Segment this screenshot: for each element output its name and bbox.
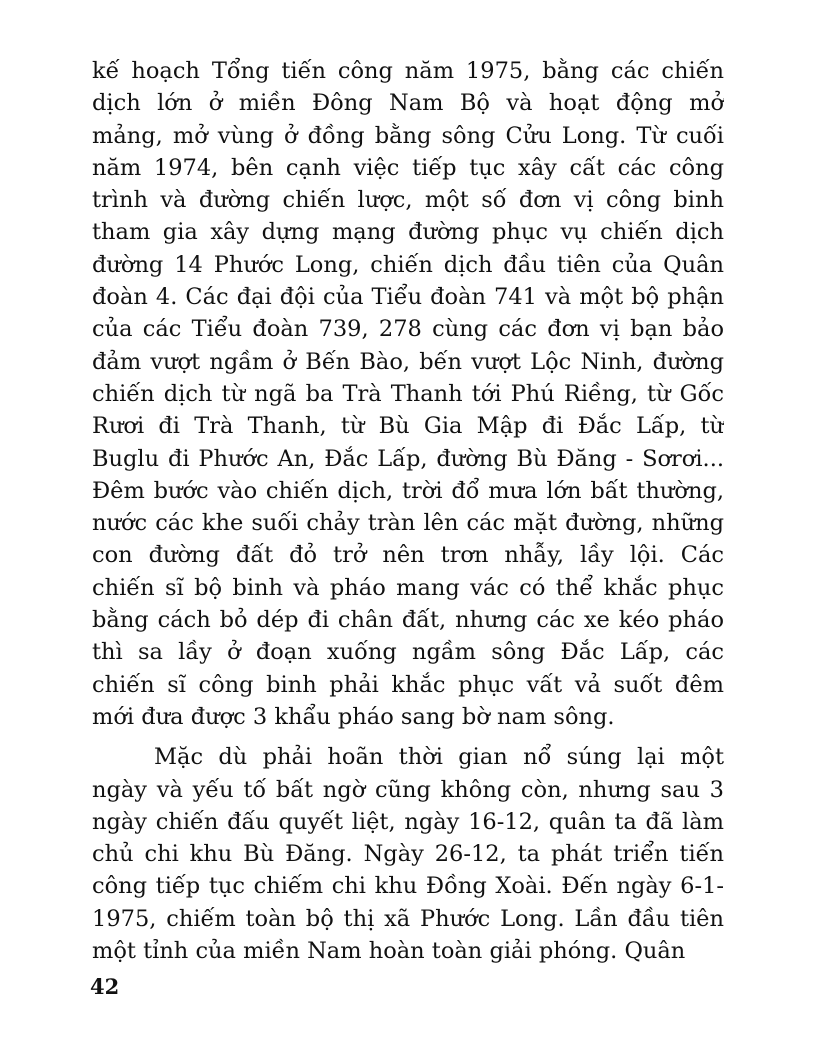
text-line: dịch lớn ở miền Đông Nam Bộ và hoạt động mở xyxy=(92,90,724,117)
text-line: năm 1974, bên cạnh việc tiếp tục xây cất các công xyxy=(92,154,724,181)
text-line: đoàn 4. Các đại đội của Tiểu đoàn 741 và một bộ phận xyxy=(92,284,724,311)
text-line: công tiếp tục chiếm chi khu Đồng Xoài. Đến ngày 6-1- xyxy=(92,873,724,900)
text-line: kế hoạch Tổng tiến công năm 1975, bằng các chiến xyxy=(92,58,724,84)
text-line: tham gia xây dựng mạng đường phục vụ chiến dịch xyxy=(92,219,724,246)
text-line: nước các khe suối chảy tràn lên các mặt đường, những xyxy=(92,510,724,537)
text-line: mảng, mở vùng ở đồng bằng sông Cửu Long. Từ cuối xyxy=(92,122,724,149)
text-line: đường 14 Phước Long, chiến dịch đầu tiên của Quân xyxy=(92,251,724,278)
text-line: ngày và yếu tố bất ngờ cũng không còn, nhưng sau 3 xyxy=(92,776,724,803)
text-line: đảm vượt ngầm ở Bến Bào, bến vượt Lộc Ninh, đường xyxy=(92,348,724,375)
text-line: Đêm bước vào chiến dịch, trời đổ mưa lớn bất thường, xyxy=(92,477,724,504)
text-line: 1975, chiếm toàn bộ thị xã Phước Long. Lần đầu tiên xyxy=(92,905,724,932)
text-line: ngày chiến đấu quyết liệt, ngày 16-12, quân ta đã làm xyxy=(92,808,724,835)
text-line: trình và đường chiến lược, một số đơn vị công binh xyxy=(92,187,724,214)
paragraph-2 xyxy=(92,741,724,967)
text-line: của các Tiểu đoàn 739, 278 cùng các đơn vị bạn bảo xyxy=(92,316,724,343)
text-line: chiến sĩ công binh phải khắc phục vất vả suốt đêm xyxy=(92,671,724,698)
text-line: một tỉnh của miền Nam hoàn toàn giải phóng. Quân xyxy=(92,938,686,965)
text-line: thì sa lầy ở đoạn xuống ngầm sông Đắc Lấp, các xyxy=(92,639,724,666)
text-line: mới đưa được 3 khẩu pháo sang bờ nam sông. xyxy=(92,703,615,730)
body-text xyxy=(92,55,724,967)
text-line: Mặc dù phải hoãn thời gian nổ súng lại một xyxy=(154,744,724,771)
page-number: 42 xyxy=(90,974,120,999)
paragraph-1 xyxy=(92,55,724,733)
text-line: chiến dịch từ ngã ba Trà Thanh tới Phú Riềng, từ Gốc xyxy=(92,380,724,407)
text-line: con đường đất đỏ trở nên trơn nhẫy, lầy lội. Các xyxy=(92,542,724,569)
text-line: chiến sĩ bộ binh và pháo mang vác có thể khắc phục xyxy=(92,574,724,601)
text-line: chủ chi khu Bù Đăng. Ngày 26-12, ta phát triển tiến xyxy=(92,841,724,868)
text-line: Buglu đi Phước An, Đắc Lấp, đường Bù Đăng - Sơrơi... xyxy=(92,445,724,472)
text-line: Rươi đi Trà Thanh, từ Bù Gia Mập đi Đắc Lấp, từ xyxy=(92,413,724,440)
text-line: bằng cách bỏ dép đi chân đất, nhưng các xe kéo pháo xyxy=(92,607,724,634)
